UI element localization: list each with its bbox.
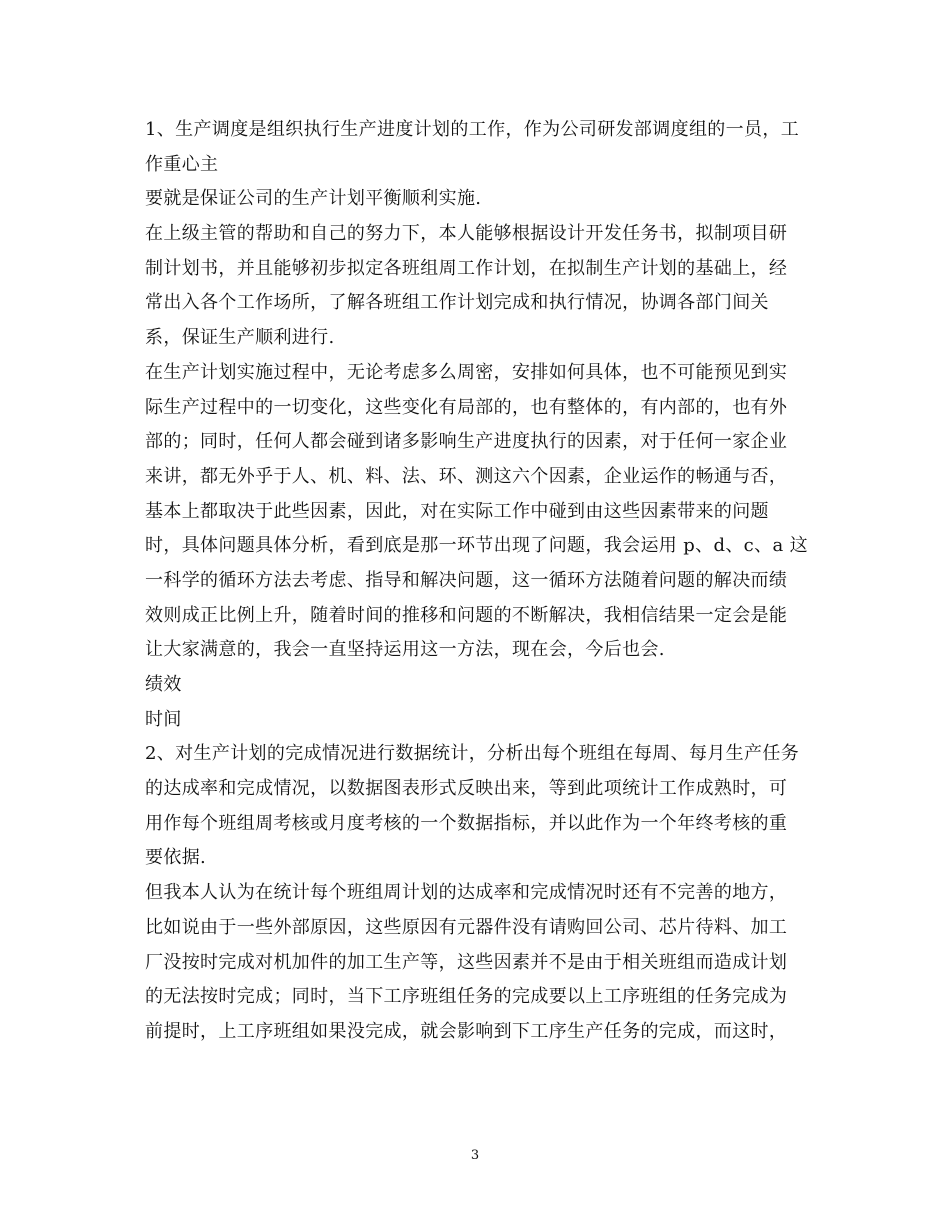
text-line: 用作每个班组周考核或月度考核的一个数据指标，并以此作为一个年终考核的重 <box>145 812 788 834</box>
text-line: 在生产计划实施过程中，无论考虑多么周密，安排如何具体，也不可能预见到实 <box>145 361 788 383</box>
text-line: 的无法按时完成；同时，当下工序班组任务的完成要以上工序班组的任务完成为 <box>145 986 788 1008</box>
text-line: 常出入各个工作场所，了解各班组工作计划完成和执行情况，协调各部门间关 <box>145 292 769 314</box>
text-line: 厂没按时完成对机加件的加工生产等，这些因素并不是由于相关班组而造成计划 <box>145 951 788 973</box>
text-line: 时间 <box>145 708 182 730</box>
text-line: 作重心主 <box>145 153 219 175</box>
text-line: 基本上都取决于此些因素，因此，对在实际工作中碰到由这些因素带来的问题 <box>145 500 769 522</box>
text-line: 一科学的循环方法去考虑、指导和解决问题，这一循环方法随着问题的解决而绩 <box>145 569 788 591</box>
body-text <box>145 113 815 1050</box>
text-line: 比如说由于一些外部原因，这些原因有元器件没有请购回公司、芯片待料、加工 <box>145 916 788 938</box>
text-line: 的达成率和完成情况，以数据图表形式反映出来，等到此项统计工作成熟时，可 <box>145 778 788 800</box>
text-line: 制计划书，并且能够初步拟定各班组周工作计划，在拟制生产计划的基础上，经 <box>145 257 788 279</box>
text-line: 绩效 <box>145 674 182 695</box>
text-line: 让大家满意的，我会一直坚持运用这一方法，现在会，今后也会. <box>145 639 665 661</box>
text-line: 2、对生产计划的完成情况进行数据统计，分析出每个班组在每周、每月生产任务 <box>145 743 800 765</box>
text-line: 在上级主管的帮助和自己的努力下，本人能够根据设计开发任务书，拟制项目研 <box>145 223 788 245</box>
text-line: 前提时，上工序班组如果没完成，就会影响到下工序生产任务的完成，而这时， <box>145 1020 788 1042</box>
page-number: 3 <box>470 1148 480 1163</box>
text-line: 系，保证生产顺利进行. <box>145 327 335 349</box>
text-line: 来讲，都无外乎于人、机、料、法、环、测这六个因素，企业运作的畅通与否， <box>145 465 788 487</box>
text-line: 效则成正比例上升，随着时间的推移和问题的不断解决，我相信结果一定会是能 <box>145 604 788 626</box>
text-line: 要就是保证公司的生产计划平衡顺利实施. <box>145 188 482 210</box>
text-line: 但我本人认为在统计每个班组周计划的达成率和完成情况时还有不完善的地方， <box>145 882 788 904</box>
text-line: 部的；同时，任何人都会碰到诸多影响生产进度执行的因素，对于任何一家企业 <box>145 431 788 453</box>
text-line: 要依据. <box>145 847 207 869</box>
text-line: 时，具体问题具体分析，看到底是那一环节出现了问题，我会运用 p、d、c、a 这 <box>145 535 808 557</box>
text-line: 际生产过程中的一切变化，这些变化有局部的，也有整体的，有内部的，也有外 <box>145 396 788 418</box>
text-line: 1、生产调度是组织执行生产进度计划的工作，作为公司研发部调度组的一员，工 <box>145 119 800 140</box>
